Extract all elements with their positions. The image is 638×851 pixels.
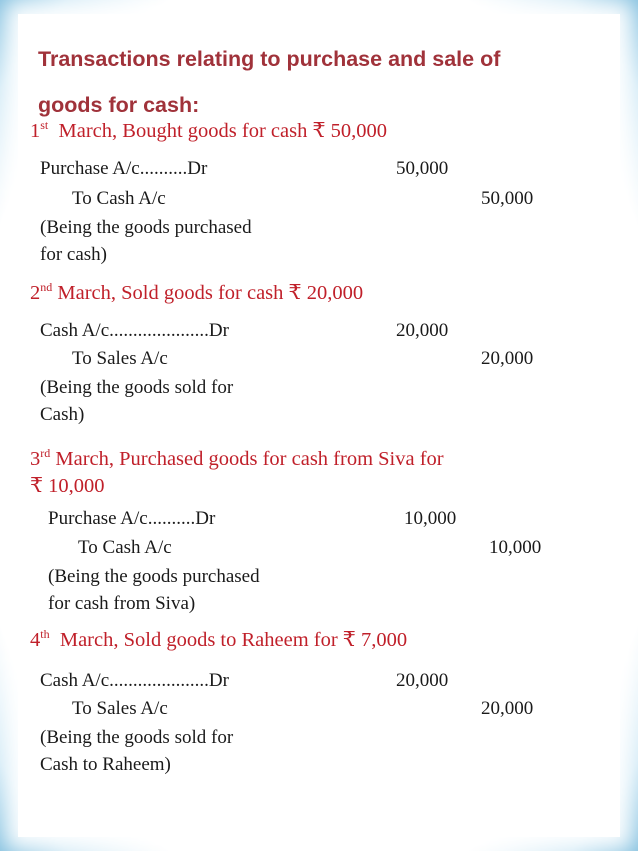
credit-line: To Sales A/c [72, 698, 168, 719]
transaction-2-heading-text: March, Sold goods for cash ₹ 20,000 [52, 282, 364, 304]
slide-title [38, 36, 598, 128]
transaction-2-day-suffix: nd [40, 280, 53, 294]
transaction-3-day-suffix: rd [40, 446, 51, 460]
debit-line: Purchase A/c..........Dr [40, 158, 208, 179]
transaction-3-heading [30, 446, 590, 500]
debit-line: Purchase A/c..........Dr [48, 508, 216, 529]
narration-line-2: for cash from Siva) [48, 593, 196, 614]
transaction-4-heading [30, 627, 407, 654]
debit-amount: 20,000 [396, 670, 449, 691]
transaction-2-day: 2 [30, 282, 41, 304]
credit-line: To Cash A/c [78, 537, 172, 558]
debit-line: Cash A/c.....................Dr [40, 320, 229, 341]
credit-amount: 50,000 [481, 188, 534, 209]
narration-line-2: for cash) [40, 244, 107, 265]
debit-amount: 20,000 [396, 320, 449, 341]
transaction-3-heading-text: March, Purchased goods for cash from Siva for [50, 448, 444, 470]
narration-line-2: Cash) [40, 404, 85, 425]
debit-amount: 50,000 [396, 158, 449, 179]
credit-amount: 20,000 [481, 698, 534, 719]
transaction-4-day-suffix: th [40, 627, 50, 641]
credit-amount: 10,000 [489, 537, 542, 558]
debit-amount: 10,000 [404, 508, 457, 529]
transaction-1-heading [30, 118, 387, 145]
transaction-3-day: 3 [30, 448, 41, 470]
transaction-1-heading-text: March, Bought goods for cash ₹ 50,000 [48, 120, 387, 142]
title-line-1: Transactions relating to purchase and sale of [38, 47, 501, 71]
transaction-4-heading-text: March, Sold goods to Raheem for ₹ 7,000 [49, 629, 408, 651]
debit-line: Cash A/c.....................Dr [40, 670, 229, 691]
narration-line-2: Cash to Raheem) [40, 754, 171, 775]
credit-amount: 20,000 [481, 348, 534, 369]
narration-line-1: (Being the goods purchased [48, 566, 260, 587]
transaction-3-heading-line-2: ₹ 10,000 [30, 475, 105, 497]
transaction-1-day: 1 [30, 120, 41, 142]
credit-line: To Cash A/c [72, 188, 166, 209]
title-line-2: goods for cash: [38, 93, 200, 117]
narration-line-1: (Being the goods purchased [40, 217, 252, 238]
transaction-1-day-suffix: st [40, 118, 49, 132]
transaction-2-heading [30, 280, 363, 307]
narration-line-1: (Being the goods sold for [40, 377, 234, 398]
transaction-4-day: 4 [30, 629, 41, 651]
credit-line: To Sales A/c [72, 348, 168, 369]
narration-line-1: (Being the goods sold for [40, 727, 234, 748]
